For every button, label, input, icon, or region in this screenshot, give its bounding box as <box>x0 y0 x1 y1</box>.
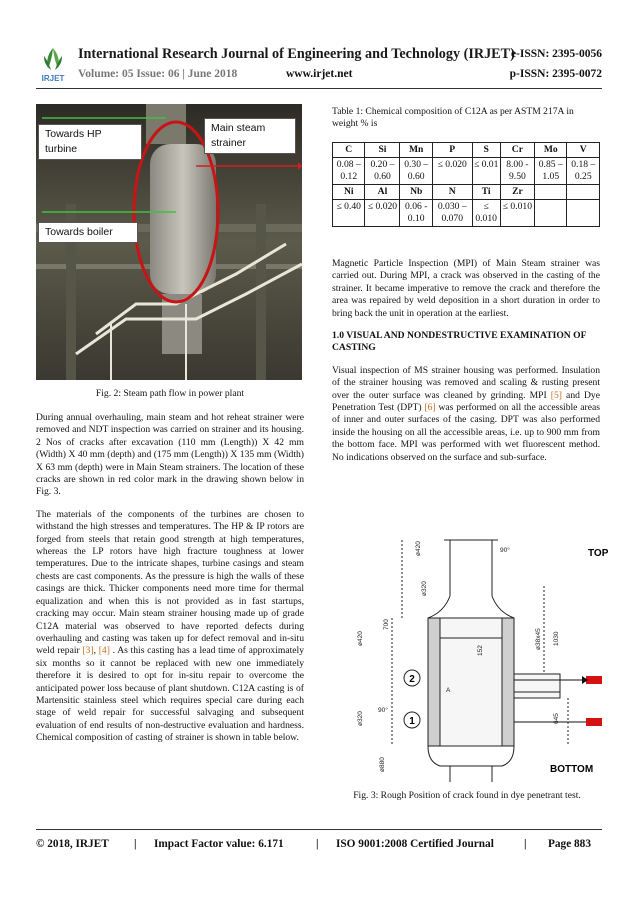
table-cell: V <box>567 143 600 158</box>
paragraph-overhauling: During annual overhauling, main steam and hot reheat strainer were removed and NDT inspection was carried on strainer and its housing. 2 Nos of cracks after excavation (110 mm (Length)) X 42 mm (Width) X 40 mm (depth) and (175 mm (Length)) X 135 mm (Width) X 63 mm (depth) were in Main Steam strainers. The location of these cracks are shown in red color mark in the drawing shown below in Fig. 3. <box>36 412 304 498</box>
table-cell: C <box>333 143 365 158</box>
dim-label: 90° <box>378 707 388 714</box>
crack-marker-top <box>586 676 602 684</box>
paragraph-visual-inspection <box>332 365 600 464</box>
pissn: p-ISSN: 2395-0072 <box>509 68 602 80</box>
table-cell: 0.85 – 1.05 <box>535 158 567 185</box>
label-main-steam-strainer: Main steam strainer <box>204 118 296 154</box>
chemical-composition-table <box>332 142 600 227</box>
table-row <box>333 158 600 185</box>
table-cell: ≤ 0.020 <box>365 200 400 227</box>
table-cell: Ni <box>333 185 365 200</box>
table-cell: 0.30 – 0.60 <box>400 158 432 185</box>
dim-label: ø38x45 <box>535 628 542 650</box>
dim-label: 1030 <box>553 631 560 646</box>
table-cell: 0.18 – 0.25 <box>567 158 600 185</box>
figure2-photo <box>36 104 302 380</box>
dim-label: 645 <box>553 713 560 724</box>
dim-label: A <box>446 687 451 694</box>
dim-label: ø420 <box>357 631 364 646</box>
table-cell: 0.08 – 0.12 <box>333 158 365 185</box>
table-row <box>333 200 600 227</box>
table-cell: ≤ 0.40 <box>333 200 365 227</box>
label-towards-boiler: Towards boiler <box>38 222 138 243</box>
dim-label: 152 <box>477 645 484 656</box>
inspection-text-b: and Dye Penetration Test (DPT) <box>332 389 600 414</box>
paragraph-mpi: Magnetic Particle Inspection (MPI) of Main Steam strainer was carried out. During MPI, a crack was observed in the casting of the strainer. It became imperative to remove the crack and therefore the area was repaired by weld deposition in a short duration in order to bring back the unit in operation at the earliest. <box>332 258 600 319</box>
eissn: e-ISSN: 2395-0056 <box>510 48 602 60</box>
figure2-caption: Fig. 2: Steam path flow in power plant <box>95 388 245 399</box>
marker-1: 1 <box>409 716 415 727</box>
journal-header <box>36 44 602 88</box>
table-cell: 0.030 – 0.070 <box>432 200 472 227</box>
table-cell: 8.00 - 9.50 <box>500 158 534 185</box>
table-cell: ≤ 0.01 <box>472 158 500 185</box>
footer-page-number: Page 883 <box>548 838 591 850</box>
table-cell: Cr <box>500 143 534 158</box>
footer-separator: | <box>524 838 527 850</box>
citation-6[interactable]: [6] <box>424 402 436 414</box>
citation-4[interactable]: [4] <box>98 645 110 657</box>
right-column <box>332 258 600 474</box>
label-towards-hp-turbine: Towards HP turbine <box>38 124 142 160</box>
footer-iso: ISO 9001:2008 Certified Journal <box>336 838 494 850</box>
table-cell: ≤ 0.010 <box>472 200 500 227</box>
volume-issue: Volume: 05 Issue: 06 | June 2018 <box>78 68 238 80</box>
table-cell: Nb <box>400 185 432 200</box>
figure3-drawing <box>332 526 609 786</box>
table-cell: Al <box>365 185 400 200</box>
left-column <box>36 412 304 755</box>
table1-caption: Table 1: Chemical composition of C12A as per ASTM 217A in weight % is <box>332 106 574 130</box>
footer-impact-factor: Impact Factor value: 6.171 <box>154 838 284 850</box>
footer-separator: | <box>316 838 319 850</box>
table-cell: 0.06 - 0.10 <box>400 200 432 227</box>
journal-title: International Research Journal of Engineering and Technology (IRJET) <box>78 46 515 62</box>
table-cell: S <box>472 143 500 158</box>
dim-label: ø320 <box>421 581 428 596</box>
dim-label: ø320 <box>357 711 364 726</box>
footer-copyright: © 2018, IRJET <box>36 838 109 850</box>
footer-separator: | <box>134 838 137 850</box>
crack-marker-bottom <box>586 718 602 726</box>
table-cell <box>535 200 567 227</box>
table-cell: Mn <box>400 143 432 158</box>
logo-text: IRJET <box>41 74 65 83</box>
bottom-label: BOTTOM <box>550 764 594 775</box>
table-cell <box>567 185 600 200</box>
citation-separator: , <box>93 645 99 657</box>
journal-url[interactable]: www.irjet.net <box>286 68 353 80</box>
materials-text-a: The materials of the components of the turbines are chosen to withstand the high stresses and temperatures. The HP & IP rotors are forged from steels that retain good strength at high temperatures, whereas the LP rotors have high fracture toughness at lower temperatures. Due to the intricate shapes, turbine casings and steam chests are cast components. As the pressure is high the walls of these casings are thick. Thicker components need more time for thermal equalization and when this is not provided as in fast startups, cracking may occur. Main steam strainer housing made up of grade C12A material was observed to have reported defects during overhauling and casting was taken up for defect removal and in-situ weld repair <box>36 508 304 657</box>
citation-3[interactable]: [3] <box>82 645 94 657</box>
table-cell: P <box>432 143 472 158</box>
dim-label: ø880 <box>379 757 386 772</box>
table-cell: Ti <box>472 185 500 200</box>
footer-divider <box>36 829 602 830</box>
table-cell: ≤ 0.020 <box>432 158 472 185</box>
inspection-text-c: was performed on all the accessible areas of inner and outer surfaces of the casing. DPT was also performed inside the housing on all the accessible areas, i.e. up to 900 mm from the bottom face. MPI was performed with wet fluorescent method. No indications observed on the surface and sub-surface. <box>332 402 600 463</box>
dim-label: 700 <box>383 619 390 630</box>
header-divider <box>36 88 602 89</box>
table-cell <box>535 185 567 200</box>
figure3-caption: Fig. 3: Rough Position of crack found in dye penetrant test. <box>353 790 581 801</box>
top-label: TOP <box>588 548 609 559</box>
inspection-text-a: Visual inspection of MS strainer housing was performed. Insulation of the strainer housing was removed and scaling & rusting present over the outer surface was cleaned by grinding. MPI <box>332 364 600 401</box>
table-cell: Zr <box>500 185 534 200</box>
table-cell: Mo <box>535 143 567 158</box>
table-cell: ≤ 0.010 <box>500 200 534 227</box>
section-heading: 1.0 VISUAL AND NONDESTRUCTIVE EXAMINATION OF CASTING <box>332 330 587 354</box>
table-header-row-1 <box>333 143 600 158</box>
materials-text-b: . As this casting has a lead time of approximately six months so it cannot be replaced with new one immediately therefore it is desired to opt for in-situ repair to overcome the anticipated power loss because of plant shutdown. C12A casting is of Martensitic stainless steel which requires special care during each stage of weld repair for successful salvaging and subsequent evaluation of end results of non-destructive evaluation and hardness. Chemical composition of casting of strainer is shown in table below. <box>36 645 304 744</box>
marker-2: 2 <box>409 674 415 685</box>
dim-label: ø420 <box>415 541 422 556</box>
citation-5[interactable]: [5] <box>550 389 562 401</box>
table-header-row-2 <box>333 185 600 200</box>
table-cell: Si <box>365 143 400 158</box>
paragraph-materials <box>36 509 304 745</box>
table-cell <box>567 200 600 227</box>
table-cell: N <box>432 185 472 200</box>
table-cell: 0.20 – 0.60 <box>365 158 400 185</box>
dim-label: 90° <box>500 547 510 554</box>
irjet-logo <box>36 44 70 84</box>
